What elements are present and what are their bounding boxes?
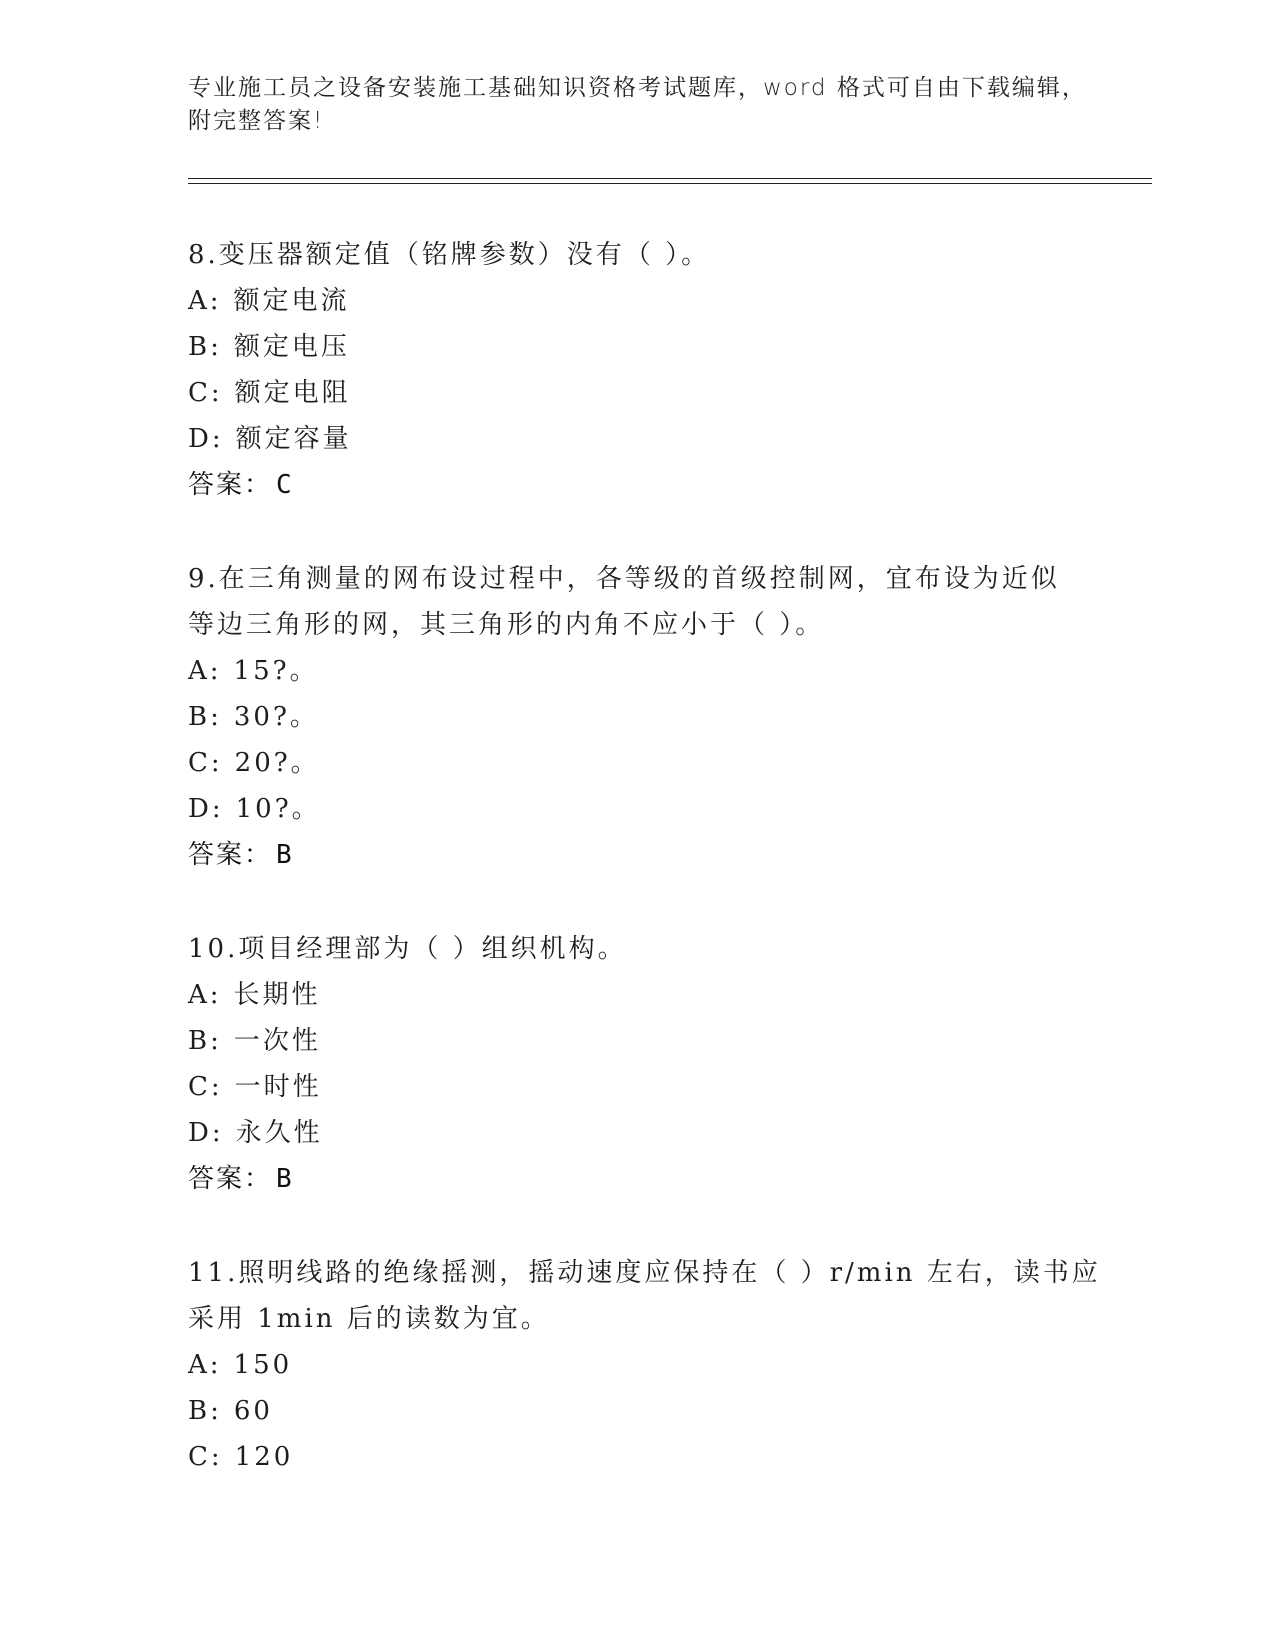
- answer-value: C: [276, 470, 292, 500]
- answer-label: 答案：: [188, 1164, 273, 1194]
- option-a: [188, 1342, 1088, 1388]
- option-letter: C:: [188, 748, 223, 778]
- option-letter: C:: [188, 1072, 223, 1102]
- header-divider-top: [188, 178, 1152, 179]
- option-letter: B:: [188, 1026, 222, 1056]
- option-text: 额定电流: [233, 286, 350, 316]
- option-text: 额定容量: [235, 424, 352, 454]
- option-letter: A:: [188, 656, 222, 686]
- option-b: [188, 694, 1088, 740]
- question-9: [188, 556, 1088, 878]
- question-stem: [188, 556, 1088, 648]
- stem-line: 10.项目经理部为（ ）组织机构。: [188, 934, 627, 964]
- answer-label: 答案：: [188, 470, 273, 500]
- header-line-2: 附完整答案!: [188, 108, 325, 134]
- header-line-1: 专业施工员之设备安装施工基础知识资格考试题库，word 格式可自由下载编辑，: [188, 75, 1087, 101]
- option-letter: A:: [188, 980, 222, 1010]
- option-a: [188, 972, 1088, 1018]
- option-a: [188, 278, 1088, 324]
- answer-line: [188, 1156, 1088, 1202]
- stem-line: 采用 1min 后的读数为宜。: [188, 1304, 550, 1334]
- option-d: [188, 1110, 1088, 1156]
- question-10: [188, 926, 1088, 1202]
- option-letter: A:: [188, 1350, 222, 1380]
- option-c: [188, 370, 1088, 416]
- option-text: 30?。: [233, 702, 319, 732]
- question-8: [188, 232, 1088, 508]
- question-stem: [188, 926, 1088, 972]
- answer-line: [188, 462, 1088, 508]
- document-header: [188, 72, 1088, 138]
- stem-line: 等边三角形的网，其三角形的内角不应小于（ ）。: [188, 610, 825, 640]
- option-letter: B:: [188, 702, 222, 732]
- option-text: 120: [234, 1442, 294, 1472]
- option-text: 永久性: [235, 1118, 323, 1148]
- option-text: 10?。: [235, 794, 321, 824]
- option-c: [188, 1434, 1088, 1480]
- question-stem: [188, 1250, 1101, 1342]
- option-text: 一次性: [233, 1026, 321, 1056]
- option-letter: C:: [188, 378, 223, 408]
- option-text: 额定电阻: [234, 378, 351, 408]
- option-text: 长期性: [233, 980, 321, 1010]
- option-letter: A:: [188, 286, 222, 316]
- question-stem: [188, 232, 1088, 278]
- option-letter: D:: [188, 794, 224, 824]
- option-b: [188, 1388, 1088, 1434]
- option-c: [188, 1064, 1088, 1110]
- option-text: 20?。: [234, 748, 320, 778]
- answer-line: [188, 832, 1088, 878]
- answer-value: B: [276, 1164, 292, 1194]
- option-text: 15?。: [233, 656, 319, 686]
- option-c: [188, 740, 1088, 786]
- option-letter: B:: [188, 332, 222, 362]
- option-a: [188, 648, 1088, 694]
- option-d: [188, 416, 1088, 462]
- answer-value: B: [276, 840, 292, 870]
- option-letter: C:: [188, 1442, 223, 1472]
- header-divider-bottom: [188, 183, 1152, 184]
- stem-line: 11.照明线路的绝缘摇测，摇动速度应保持在（ ）r/min 左右，读书应: [188, 1258, 1101, 1288]
- option-text: 60: [233, 1396, 273, 1426]
- option-d: [188, 786, 1088, 832]
- stem-line: 9.在三角测量的网布设过程中，各等级的首级控制网，宜布设为近似: [188, 564, 1060, 594]
- option-text: 额定电压: [233, 332, 350, 362]
- stem-line: 8.变压器额定值（铭牌参数）没有（ ）。: [188, 240, 711, 270]
- question-list: [188, 232, 1101, 1528]
- option-letter: B:: [188, 1396, 222, 1426]
- option-b: [188, 324, 1088, 370]
- option-letter: D:: [188, 424, 224, 454]
- option-text: 150: [233, 1350, 293, 1380]
- option-letter: D:: [188, 1118, 224, 1148]
- question-11: [188, 1250, 1101, 1480]
- option-b: [188, 1018, 1088, 1064]
- answer-label: 答案：: [188, 840, 273, 870]
- option-text: 一时性: [234, 1072, 322, 1102]
